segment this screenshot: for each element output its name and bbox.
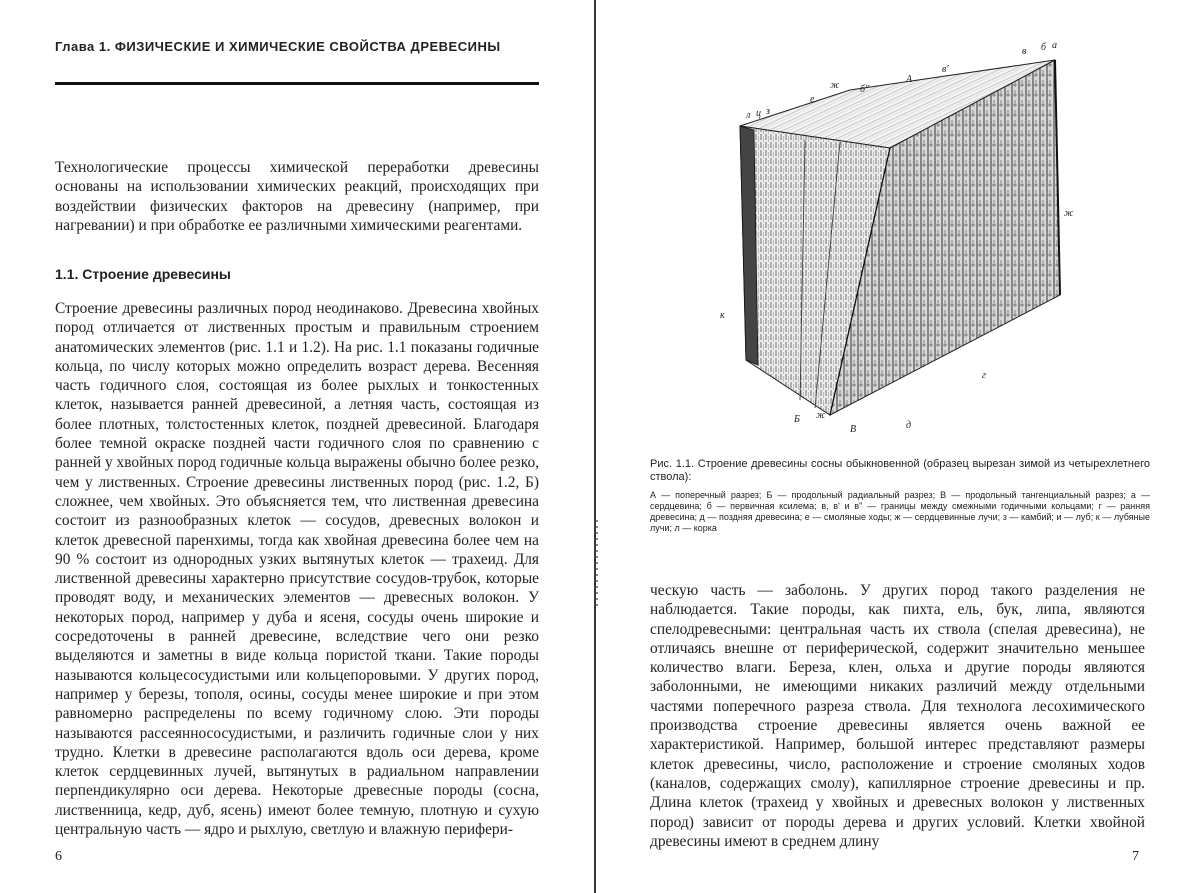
label-d: д xyxy=(906,420,912,431)
section-title: 1.1. Строение древесины xyxy=(55,266,231,282)
page-number-left: 6 xyxy=(55,849,62,864)
right-body-text: ческую часть — заболонь. У других пород такого разделения не наблюдается. Такие породы, как пихта, ель, бук, липа, являются спелодревесными: центральная часть их ствола (спелая древесина), не отличаясь внешне от периферической, содержит значительно меньшее количество влаги. Береза, клен, ольха и другие породы являются заболонными, не имеющими никаких различий между отдельными частями поперечного разреза ствола. Для технолога лесохимического производства строение древесины является очень важной ее характеристикой. Например, большой интерес представляют размеры клеток древесины, число, расположение и строение смоляных ходов (каналов, содержащих смолу), капиллярное строение древесины и пр. Длина клеток (трахеид у хвойных и древесных волокон у лиственных пород) зависит от породы дерева и других условий. Клетки хвойной древесины имеют в среднем длину xyxy=(650,582,1145,850)
figure-caption: Рис. 1.1. Строение древесины сосны обыкновенной (образец вырезан зимой из четырехлетнего ствола): xyxy=(650,458,1150,483)
page-number-right: 7 xyxy=(1132,849,1139,864)
label-v-prime: в' xyxy=(942,64,949,75)
label-A: А xyxy=(906,74,913,85)
wood-structure-figure xyxy=(710,30,1150,450)
label-k: к xyxy=(720,310,725,321)
label-v: в xyxy=(1022,46,1027,57)
book-gutter xyxy=(594,0,596,893)
label-B: Б xyxy=(794,414,800,425)
label-e: е xyxy=(810,94,815,105)
intro-paragraph: Технологические процессы химической переработки древесины основаны на использовании химических реакций, происходящих при воздействии физических факторов на древесину (например, при нагревании) и при обработке ее различными химическими реагентами. xyxy=(55,159,539,234)
label-b-dprime: б'' xyxy=(860,84,870,95)
label-ts: ц xyxy=(756,108,761,119)
gutter-marks xyxy=(596,520,598,610)
left-page xyxy=(0,0,590,893)
left-body-text: Строение древесины различных пород неодинаково. Древесина хвойных пород отличается от лиственных простым и правильным строением анатомических элементов (рис. 1.1 и 1.2). На рис. 1.1 показаны годичные кольца, по числу которых можно определить возраст дерева. Весенняя часть годичного слоя, состоящая из более рыхлых и тонкостенных клеток, называется ранней древесиной, а летняя часть, состоящая из более плотных, толстостенных клеток, поздней древесиной. Благодаря более темной окраске поздней части годичного слоя по сравнению с ранней у хвойных пород годичные кольца выражены обычно более резко, чем у лиственных. Строение древесины лиственных пород (рис. 1.2, Б) сложнее, чем хвойных. Это объясняется тем, что лиственная древесина состоит из разнообразных клеток — сосудов, древесных волокон и клеток древесной паренхимы, тогда как хвойная древесина более чем на 90 % состоит из однородных узких вытянутых клеток — трахеид. Для лиственной древесины характерно присутствие сосудов-трубок, которые проводят воду, и механических элементов — древесных волокон. У некоторых пород, например у дуба и ясеня, сосуды очень широкие и сосредоточены в ранней древесине, вследствие чего они резко выделяются и заметны в виде кольца пористой ткани. Такие породы называются кольцесосудистыми или кольцепоровыми. У других пород, например у березы, тополя, осины, сосуды менее широкие и при этом равномерно распределены по всему годичному слою. Эти породы называются рассеяннососудистыми, и различить годичные слои у них трудно. Клетки в древесине располагаются вдоль оси дерева, кроме клеток сердцевинных лучей, вытянутых в радиальном направлении перпендикулярно оси дерева. Некоторые древесные породы (сосна, лиственница, кедр, дуб, ясень) имеют более темную, плотную и сухую центральную часть — ядро и рыхлую, светлую и влажную перифери- xyxy=(55,300,539,839)
label-g: г xyxy=(982,370,986,381)
figure-legend: А — поперечный разрез; Б — продольный радиальный разрез; В — продольный тангенциальный разрез; а — сердцевина; б — первичная ксилема; в, в' и в'' — границы между смежными годичными кольцами; г — ранняя древесина; д — поздняя древесина; е — смоляные ходы; ж — сердцевинные лучи; з — камбий; и — луб; к — лубяные лучи; л — корка xyxy=(650,490,1150,533)
chapter-rule xyxy=(55,82,539,85)
label-zh-right: ж xyxy=(1064,208,1074,219)
label-V: В xyxy=(850,424,857,435)
label-z: з xyxy=(766,106,770,117)
label-b: б xyxy=(1041,42,1047,53)
label-l: л xyxy=(746,110,751,121)
label-zh-top: ж xyxy=(830,80,840,91)
label-a: а xyxy=(1052,40,1057,51)
right-page xyxy=(600,0,1200,893)
chapter-title: Глава 1. ФИЗИЧЕСКИЕ И ХИМИЧЕСКИЕ СВОЙСТВА ДРЕВЕСИНЫ xyxy=(55,39,501,54)
label-zh-bottom: ж xyxy=(816,410,826,421)
